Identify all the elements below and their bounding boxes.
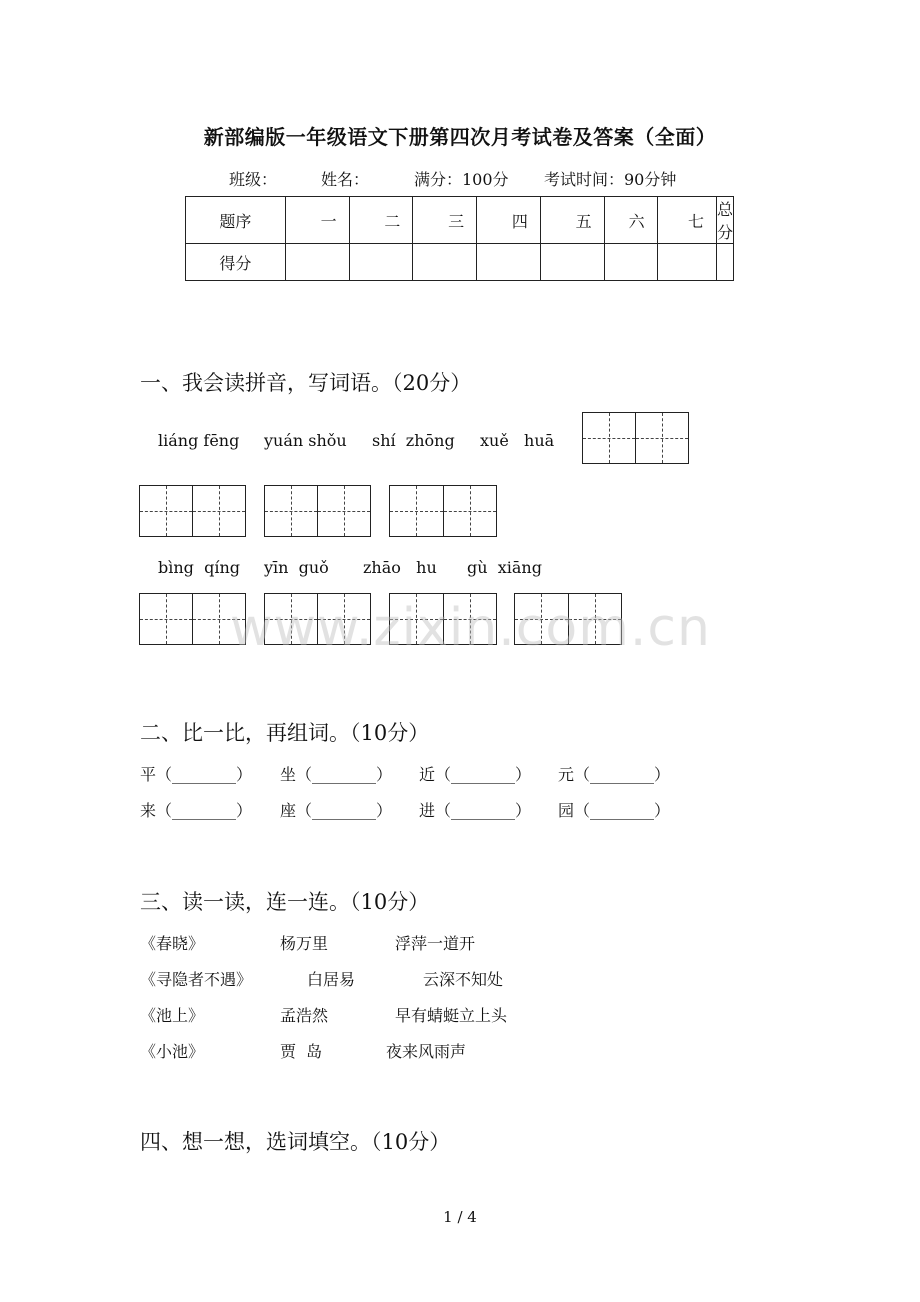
pinyin-bingqing: bìng qíng — [158, 558, 240, 577]
word-item-jin[interactable]: 近（________） — [419, 765, 532, 784]
pinyin-shizhong: shí zhōng — [372, 431, 455, 450]
score-input-cell[interactable] — [657, 244, 716, 281]
section-3-heading: 三、读一读，连一连。（10分） — [140, 890, 430, 914]
score-input-cell[interactable] — [716, 244, 733, 281]
header-cell-5: 五 — [540, 197, 604, 244]
exam-time: 考试时间：90分钟 — [544, 170, 677, 189]
score-input-cell[interactable] — [285, 244, 349, 281]
poem-line: 早有蜻蜓立上头 — [395, 1006, 508, 1025]
poet-name: 贾 岛 — [280, 1042, 323, 1061]
page-number: 1 / 4 — [443, 1208, 477, 1226]
header-cell-1: 一 — [285, 197, 349, 244]
pinyin-xuehua: xuě huā — [480, 431, 555, 450]
document-title: 新部编版一年级语文下册第四次月考试卷及答案（全面） — [203, 125, 717, 149]
writing-grid[interactable] — [264, 485, 371, 537]
section-2-heading: 二、比一比，再组词。（10分） — [140, 721, 430, 745]
section-1-heading: 一、我会读拼音，写词语。（20分） — [140, 371, 472, 395]
header-cell-2: 二 — [349, 197, 413, 244]
word-item-jin2[interactable]: 进（________） — [419, 801, 532, 820]
section-4-heading: 四、想一想，选词填空。（10分） — [140, 1130, 451, 1154]
score-table-score-row — [186, 244, 734, 281]
poem-title: 《春晓》 — [140, 934, 205, 953]
word-item-yuan2[interactable]: 园（________） — [558, 801, 671, 820]
score-input-cell[interactable] — [413, 244, 477, 281]
header-cell-order: 题序 — [186, 197, 286, 244]
poet-name: 孟浩然 — [280, 1006, 329, 1025]
score-row-label: 得分 — [186, 244, 286, 281]
header-cell-6: 六 — [604, 197, 657, 244]
score-table — [185, 196, 734, 281]
score-input-cell[interactable] — [477, 244, 541, 281]
poem-title: 《小池》 — [140, 1042, 205, 1061]
score-table-header-row — [186, 197, 734, 244]
poem-title: 《寻隐者不遇》 — [140, 970, 253, 989]
writing-grid[interactable] — [389, 485, 497, 537]
poet-name: 杨万里 — [280, 934, 329, 953]
score-input-cell[interactable] — [604, 244, 657, 281]
header-cell-4: 四 — [477, 197, 541, 244]
header-cell-total: 总分 — [716, 197, 733, 244]
full-score: 满分：100分 — [414, 170, 509, 189]
writing-grid[interactable] — [582, 412, 689, 464]
header-cell-3: 三 — [413, 197, 477, 244]
pinyin-yinguo: yīn guǒ — [264, 558, 329, 577]
class-label: 班级： — [229, 170, 278, 189]
word-item-lai[interactable]: 来（________） — [140, 801, 253, 820]
poem-line: 浮萍一道开 — [395, 934, 476, 953]
word-item-zuo2[interactable]: 座（________） — [280, 801, 393, 820]
word-item-yuan[interactable]: 元（________） — [558, 765, 671, 784]
poet-name: 白居易 — [307, 970, 356, 989]
pinyin-zhaohu: zhāo hu — [363, 558, 437, 577]
word-item-zuo[interactable]: 坐（________） — [280, 765, 393, 784]
pinyin-liangfeng: liáng fēng — [158, 431, 240, 450]
poem-line: 夜来风雨声 — [386, 1042, 467, 1061]
poem-line: 云深不知处 — [423, 970, 504, 989]
header-cell-7: 七 — [657, 197, 716, 244]
pinyin-yuanshou: yuán shǒu — [264, 431, 347, 450]
score-input-cell[interactable] — [349, 244, 413, 281]
word-item-ping[interactable]: 平（________） — [140, 765, 253, 784]
watermark: www.zixin.com.cn — [230, 598, 711, 658]
pinyin-guxiang: gù xiāng — [467, 558, 542, 577]
name-label: 姓名： — [321, 170, 370, 189]
score-input-cell[interactable] — [540, 244, 604, 281]
writing-grid[interactable] — [139, 485, 246, 537]
poem-title: 《池上》 — [140, 1006, 205, 1025]
